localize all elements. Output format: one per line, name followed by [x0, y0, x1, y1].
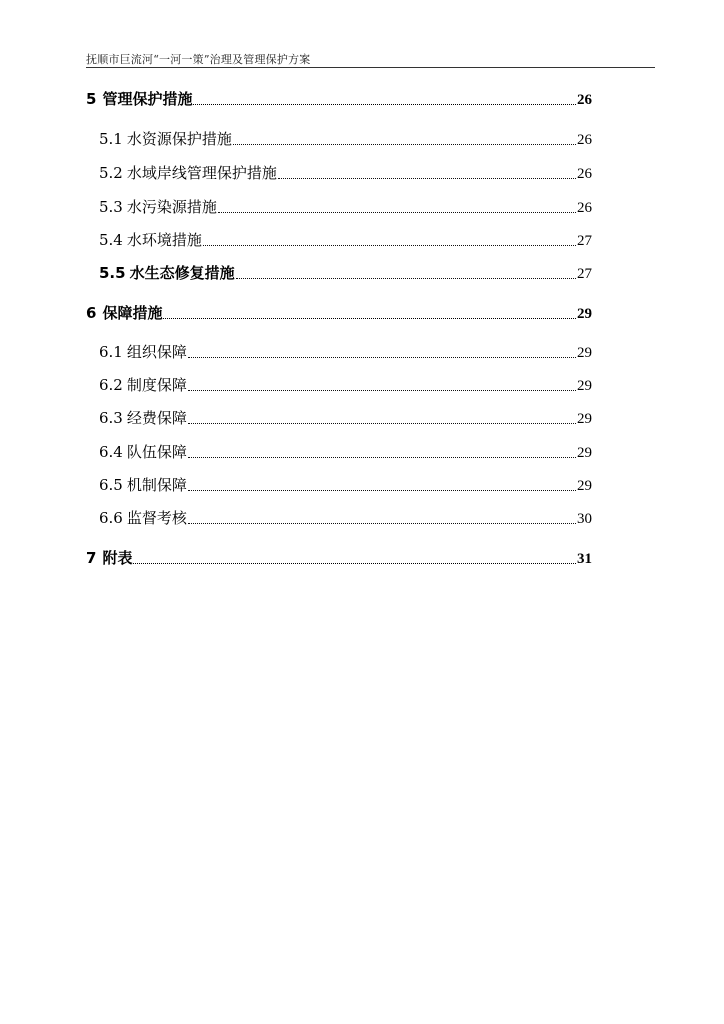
- toc-leader: [188, 456, 576, 458]
- toc-leader: [233, 143, 576, 145]
- toc-label: 制度保障: [126, 376, 187, 394]
- toc-entry-7[interactable]: [86, 547, 592, 568]
- toc-page: 29: [577, 411, 592, 427]
- toc-label: 附表: [102, 549, 133, 567]
- toc-entry-6-2[interactable]: [99, 374, 592, 395]
- toc-page: 31: [577, 551, 592, 567]
- toc-page: 26: [577, 166, 592, 182]
- toc-page: 29: [577, 445, 592, 461]
- toc-leader: [188, 489, 576, 491]
- toc-leader: [218, 211, 576, 213]
- toc-label: 保障措施: [102, 304, 163, 322]
- toc-entry-6-5[interactable]: [99, 474, 592, 495]
- toc-entry-5-4[interactable]: [99, 229, 592, 250]
- toc-leader: [188, 389, 576, 391]
- toc-entry-6[interactable]: [86, 302, 592, 323]
- toc-label: 队伍保障: [126, 443, 187, 461]
- toc-page: 29: [577, 345, 592, 361]
- toc-number: 5: [86, 90, 97, 108]
- toc-label: 组织保障: [126, 343, 187, 361]
- toc-page: 26: [577, 132, 592, 148]
- toc-entry-6-3[interactable]: [99, 407, 592, 428]
- toc-leader: [188, 522, 576, 524]
- toc-entry-6-4[interactable]: [99, 441, 592, 462]
- toc-page: 30: [577, 511, 592, 527]
- toc-number: 6.4: [99, 443, 123, 461]
- toc-leader: [188, 356, 576, 358]
- toc-page: 29: [577, 306, 592, 322]
- toc-leader: [193, 103, 576, 105]
- toc-page: 29: [577, 478, 592, 494]
- toc-number: 6.6: [99, 509, 123, 527]
- toc-leader: [188, 422, 576, 424]
- toc-number: 6: [86, 304, 97, 322]
- toc-number: 5.1: [99, 130, 123, 148]
- header-rule: [86, 67, 655, 68]
- toc-entry-5-2[interactable]: [99, 162, 592, 183]
- toc-number: 6.1: [99, 343, 123, 361]
- toc-number: 5.4: [99, 231, 123, 249]
- toc-label: 水污染源措施: [126, 198, 217, 216]
- toc-entry-6-1[interactable]: [99, 341, 592, 362]
- toc-page: 26: [577, 92, 592, 108]
- toc-label: 经费保障: [126, 409, 187, 427]
- toc-entry-5-1[interactable]: [99, 128, 592, 149]
- toc-page: 27: [577, 266, 592, 282]
- toc-leader: [203, 244, 576, 246]
- toc-page: 26: [577, 200, 592, 216]
- toc-number: 6.2: [99, 376, 123, 394]
- toc-number: 7: [86, 549, 97, 567]
- toc-label: 水域岸线管理保护措施: [126, 164, 277, 182]
- toc-number: 5.3: [99, 198, 123, 216]
- toc-label: 监督考核: [126, 509, 187, 527]
- toc-leader: [163, 317, 576, 319]
- toc-label: 水生态修复措施: [129, 264, 235, 282]
- toc-page: 27: [577, 233, 592, 249]
- toc-label: 机制保障: [126, 476, 187, 494]
- toc-number: 5.2: [99, 164, 123, 182]
- toc-entry-5-3[interactable]: [99, 196, 592, 217]
- toc-leader: [236, 277, 576, 279]
- toc-entry-5-5[interactable]: [99, 262, 592, 283]
- toc-number: 6.3: [99, 409, 123, 427]
- toc-label: 水资源保护措施: [126, 130, 232, 148]
- toc-entry-5[interactable]: [86, 88, 592, 109]
- toc-page: 29: [577, 378, 592, 394]
- toc-number: 5.5: [99, 264, 126, 282]
- toc-leader: [278, 177, 576, 179]
- toc-number: 6.5: [99, 476, 123, 494]
- toc-leader: [133, 562, 576, 564]
- toc-label: 管理保护措施: [102, 90, 193, 108]
- page-header: 抚顺市巨流河“一河一策”治理及管理保护方案: [86, 53, 311, 66]
- toc-entry-6-6[interactable]: [99, 507, 592, 528]
- toc-label: 水环境措施: [126, 231, 202, 249]
